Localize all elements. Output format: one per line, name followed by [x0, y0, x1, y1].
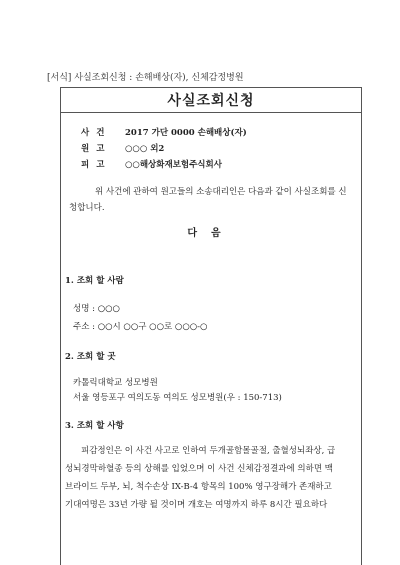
subject-address: 주소 : ○○시 ○○구 ○○로 ○○○-○	[73, 322, 208, 332]
heading-next: 다음	[187, 228, 235, 239]
section-3-title: 3. 조회 할 사항	[65, 421, 124, 431]
document-frame	[60, 87, 362, 565]
section-3-line: 피감정인은 이 사건 사고로 인하여 두개골함몰골절, 출혈성뇌좌상, 급	[81, 446, 336, 456]
case-row-case	[81, 126, 247, 138]
document-title: 사실조회신청	[167, 93, 255, 109]
case-key: 피고	[81, 160, 112, 170]
section-3-line: 브라이드 두부, 뇌, 척수손상 IX-B-4 항목의 100% 영구장해가 존재하고	[65, 482, 332, 492]
form-label: [서식] 사실조회신청 : 손해배상(자), 신체감정병원	[47, 73, 244, 83]
target-address: 서울 영등포구 여의도동 여의도 성모병원(우 : 150-713)	[73, 393, 282, 403]
subject-name: 성명 : ○○○	[73, 304, 120, 314]
section-1-title: 1. 조회 할 사람	[65, 276, 124, 286]
case-key: 사건	[81, 128, 112, 138]
intro-paragraph: 위 사건에 관하여 원고들의 소송대리인은 다음과 같이 사실조회를 신청합니다.	[69, 187, 347, 213]
case-row-plaintiff	[81, 142, 164, 154]
case-value: 2017 가단 0000 손해배상(자)	[125, 128, 247, 138]
target-place: 카톨릭대학교 성모병원	[73, 378, 158, 388]
case-value: ○○해상화재보험주식회사	[125, 160, 222, 170]
case-row-defendant	[81, 158, 222, 170]
case-value: ○○○ 외2	[125, 144, 165, 154]
section-2-title: 2. 조회 할 곳	[65, 352, 116, 362]
section-3-line: 기대여명은 33년 가량 될 것이며 개호는 여명까지 하루 8시간 필요하다	[65, 500, 328, 510]
section-3-line: 성뇌경막하혈종 등의 상해를 입었으며 이 사건 신체감정결과에 의하면 맥	[65, 464, 333, 474]
case-key: 원고	[81, 144, 112, 154]
title-rule	[61, 112, 361, 113]
